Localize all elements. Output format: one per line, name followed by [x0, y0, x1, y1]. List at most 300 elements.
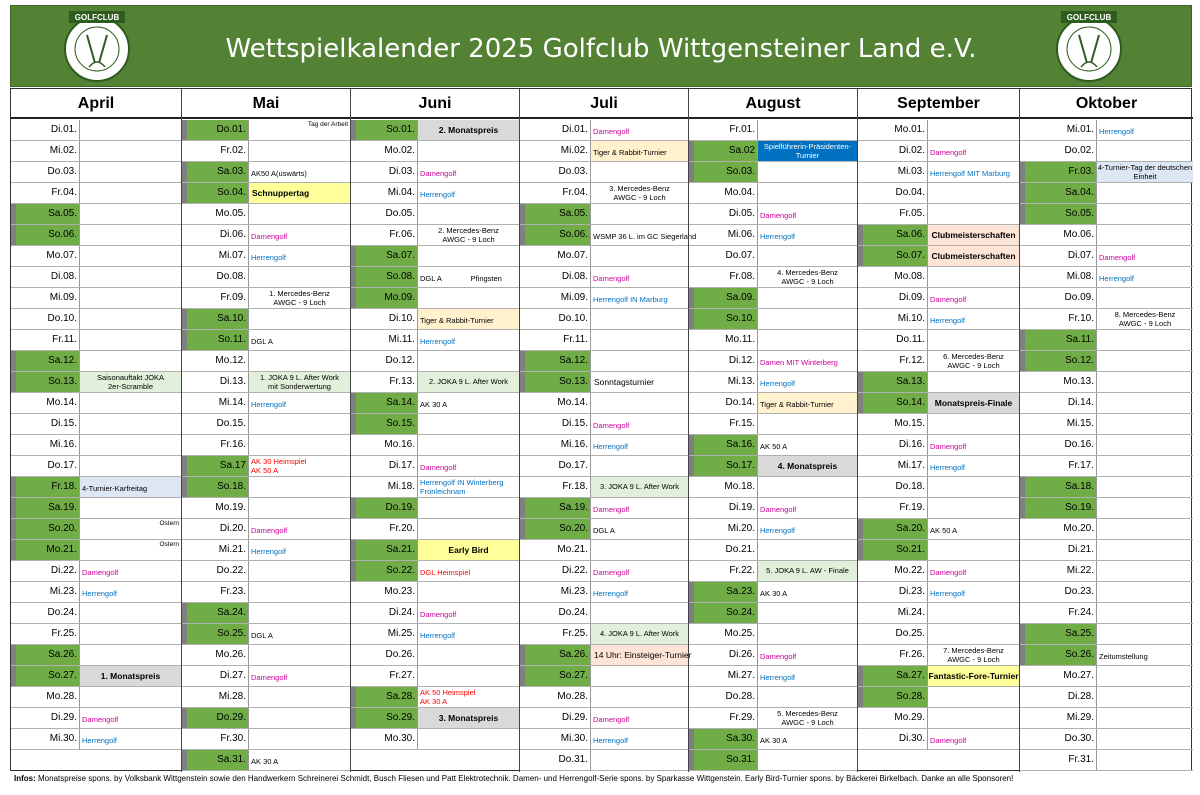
event-cell	[417, 519, 519, 539]
day-label: Do.12.	[385, 355, 415, 366]
event-cell	[79, 477, 181, 497]
day-label: Mi.17.	[897, 460, 925, 471]
event-cell	[1096, 246, 1193, 266]
event-label: DGL Heimspiel	[420, 568, 471, 577]
event-cell	[757, 561, 857, 581]
day-label: Sa.28.	[356, 687, 417, 707]
event-cell	[248, 519, 350, 539]
event-label: Ostern	[159, 520, 179, 527]
event-cell	[417, 645, 519, 665]
day-row	[182, 267, 350, 288]
event-cell	[590, 666, 688, 686]
day-label: Sa.21.	[356, 540, 417, 560]
day-label: Mi.16.	[49, 439, 77, 450]
day-label: Mi.24.	[897, 607, 925, 618]
day-label: Do.09.	[1064, 292, 1094, 303]
day-row	[520, 498, 688, 519]
day-label: So.06.	[16, 225, 79, 245]
event-cell	[1096, 456, 1193, 476]
event-cell	[248, 204, 350, 224]
day-row	[1020, 204, 1193, 225]
event-cell	[927, 687, 1019, 707]
event-label: Damengolf	[251, 232, 288, 241]
svg-text:GOLFCLUB: GOLFCLUB	[74, 13, 120, 22]
event-label: Damengolf	[930, 442, 967, 451]
day-row	[11, 687, 181, 708]
event-label: Tiger & Rabbit-Turnier	[760, 400, 834, 409]
event-label: Tiger & Rabbit-Turnier	[420, 316, 494, 325]
event-label: Herrengolf	[1099, 274, 1135, 283]
day-label: Di.13.	[219, 376, 246, 387]
day-label: Di.17.	[388, 460, 415, 471]
day-label: So.15.	[356, 414, 417, 434]
day-label: Mi.08.	[1066, 271, 1094, 282]
event-cell	[757, 309, 857, 329]
day-row	[182, 162, 350, 183]
event-label: Sonntagsturnier	[594, 377, 655, 387]
event-cell	[417, 351, 519, 371]
day-row	[351, 603, 519, 624]
day-row	[689, 183, 857, 204]
day-row	[182, 246, 350, 267]
event-cell	[417, 603, 519, 623]
day-row	[1020, 645, 1193, 666]
day-row	[1020, 309, 1193, 330]
event-cell	[590, 477, 688, 497]
day-label: Fr.11.	[52, 334, 77, 345]
day-label: Mi.09.	[49, 292, 77, 303]
event-cell	[590, 708, 688, 728]
event-cell	[927, 141, 1019, 161]
event-label: Damengolf	[593, 127, 630, 136]
day-label: Di.16.	[898, 439, 925, 450]
day-row	[1020, 414, 1193, 435]
event-label: Damengolf	[593, 421, 630, 430]
event-cell	[590, 141, 688, 161]
day-row	[351, 204, 519, 225]
event-cell	[927, 414, 1019, 434]
day-label: So.27.	[16, 666, 79, 686]
event-cell	[927, 603, 1019, 623]
day-row	[11, 603, 181, 624]
day-label: Mo.27.	[1063, 670, 1094, 681]
event-cell	[1096, 288, 1193, 308]
day-row	[520, 666, 688, 687]
event-label: Herrengolf	[760, 379, 796, 388]
day-label: Mi.30.	[560, 733, 588, 744]
day-label: Do.15.	[216, 418, 246, 429]
event-cell	[757, 477, 857, 497]
event-label: AK 50 Heimspiel AK 30 A	[420, 688, 476, 706]
event-cell	[417, 309, 519, 329]
event-cell	[417, 708, 519, 728]
event-cell	[590, 204, 688, 224]
day-label: Sa.04.	[1025, 183, 1096, 203]
event-cell	[417, 267, 519, 287]
day-label: Do.30.	[1064, 733, 1094, 744]
day-row	[182, 561, 350, 582]
event-cell	[757, 246, 857, 266]
day-label: So.20.	[525, 519, 590, 539]
day-label: So.31.	[694, 750, 757, 770]
event-cell	[590, 162, 688, 182]
day-row	[858, 708, 1019, 729]
day-row	[689, 666, 857, 687]
event-cell	[590, 624, 688, 644]
day-label: Fr.18.	[16, 477, 79, 497]
day-row	[351, 162, 519, 183]
day-label: Fr.25.	[51, 628, 77, 639]
month-header: April	[11, 89, 181, 119]
event-cell	[1096, 372, 1193, 392]
day-label: So.06.	[525, 225, 590, 245]
event-cell	[248, 288, 350, 308]
event-label: 8. Mercedes-Benz AWGC - 9 Loch	[1114, 310, 1176, 328]
event-cell	[1096, 645, 1193, 665]
month-column-juli	[519, 89, 697, 772]
event-label: Damengolf	[593, 715, 630, 724]
event-cell	[1096, 309, 1193, 329]
day-row	[858, 687, 1019, 708]
day-row	[858, 204, 1019, 225]
event-cell	[79, 645, 181, 665]
event-cell	[248, 750, 350, 770]
day-label: Fr.10.	[1068, 313, 1094, 324]
day-row	[689, 708, 857, 729]
day-row	[11, 708, 181, 729]
event-cell	[248, 141, 350, 161]
day-label: So.24.	[694, 603, 757, 623]
event-cell	[248, 435, 350, 455]
day-label: Mi.10.	[897, 313, 925, 324]
event-cell	[590, 246, 688, 266]
day-row	[858, 246, 1019, 267]
day-row	[858, 561, 1019, 582]
day-label: Mi.02.	[49, 145, 77, 156]
event-cell	[927, 309, 1019, 329]
event-cell	[79, 540, 181, 560]
event-cell	[248, 456, 350, 476]
day-row	[182, 435, 350, 456]
day-row	[351, 729, 519, 750]
day-row	[1020, 120, 1193, 141]
event-cell	[1096, 561, 1193, 581]
event-cell	[590, 603, 688, 623]
day-row	[11, 561, 181, 582]
month-header: Juni	[351, 89, 519, 119]
day-label: Mi.23.	[560, 586, 588, 597]
day-row	[351, 267, 519, 288]
event-label: DGL A	[251, 337, 273, 346]
day-row	[858, 729, 1019, 750]
event-cell	[79, 141, 181, 161]
day-label: Mo.20.	[1063, 523, 1094, 534]
event-label: Monatspreis-Finale	[934, 398, 1013, 408]
day-row	[520, 309, 688, 330]
day-row	[520, 204, 688, 225]
day-row	[689, 456, 857, 477]
event-cell	[927, 372, 1019, 392]
day-row	[351, 498, 519, 519]
day-label: Di.19.	[728, 502, 755, 513]
event-label: Tag der Arbeit	[307, 121, 348, 128]
event-cell	[757, 729, 857, 749]
day-label: So.21.	[863, 540, 927, 560]
event-cell	[417, 162, 519, 182]
event-cell	[1096, 708, 1193, 728]
day-row	[858, 309, 1019, 330]
day-label: Mi.27.	[727, 670, 755, 681]
event-cell	[1096, 519, 1193, 539]
day-label: Mi.07.	[218, 250, 246, 261]
event-cell	[417, 183, 519, 203]
day-label: Do.17.	[47, 460, 77, 471]
event-cell	[590, 687, 688, 707]
day-label: Mo.02.	[384, 145, 415, 156]
day-row	[689, 687, 857, 708]
day-label: Sa.31.	[187, 750, 248, 770]
day-label: Sa.06.	[863, 225, 927, 245]
day-label: Sa.20.	[863, 519, 927, 539]
day-row	[1020, 162, 1193, 183]
event-cell	[417, 729, 519, 749]
day-row	[351, 351, 519, 372]
day-label: So.03.	[694, 162, 757, 182]
event-cell	[1096, 687, 1193, 707]
day-row	[1020, 267, 1193, 288]
day-label: Do.07.	[725, 250, 755, 261]
event-cell	[79, 708, 181, 728]
event-label: Damengolf	[593, 274, 630, 283]
day-label: Mi.01.	[1066, 124, 1094, 135]
event-label: 3. Monatspreis	[438, 713, 499, 723]
day-row	[858, 645, 1019, 666]
event-cell	[248, 393, 350, 413]
day-row	[351, 372, 519, 393]
event-label: Fantastic-Fore-Turnier	[928, 671, 1019, 681]
day-label: Mo.01.	[894, 124, 925, 135]
day-label: Mo.16.	[384, 439, 415, 450]
day-label: Sa.19.	[525, 498, 590, 518]
day-row	[1020, 603, 1193, 624]
day-row	[520, 288, 688, 309]
day-label: Sa.07.	[356, 246, 417, 266]
day-row	[11, 225, 181, 246]
day-row	[689, 750, 857, 771]
day-row	[1020, 393, 1193, 414]
day-label: Mi.20.	[727, 523, 755, 534]
day-row	[11, 393, 181, 414]
event-cell	[757, 288, 857, 308]
event-label: 2. Monatspreis	[438, 125, 499, 135]
day-row	[689, 309, 857, 330]
event-label: AK 30 A	[420, 400, 448, 409]
event-cell	[927, 561, 1019, 581]
event-label: Schnuppertag	[252, 188, 310, 198]
day-label: Do.21.	[725, 544, 755, 555]
day-row	[182, 288, 350, 309]
day-row	[689, 435, 857, 456]
day-label: Di.30.	[898, 733, 925, 744]
day-label: So.19.	[1025, 498, 1096, 518]
day-label: Mi.18.	[387, 481, 415, 492]
event-label: Damengolf	[593, 505, 630, 514]
event-label: 6. Mercedes-Benz AWGC - 9 Loch	[943, 352, 1004, 370]
day-row	[182, 750, 350, 771]
event-label: Damengolf	[930, 295, 967, 304]
event-cell	[248, 603, 350, 623]
event-cell	[757, 603, 857, 623]
day-label: So.22.	[356, 561, 417, 581]
event-cell	[79, 288, 181, 308]
day-label: Di.23.	[898, 586, 925, 597]
day-row	[520, 414, 688, 435]
event-cell	[1096, 351, 1193, 371]
event-cell	[590, 183, 688, 203]
day-label: Mo.23.	[384, 586, 415, 597]
day-row	[11, 204, 181, 225]
day-row	[11, 645, 181, 666]
event-cell	[79, 162, 181, 182]
event-cell	[757, 645, 857, 665]
day-label: Di.22.	[50, 565, 77, 576]
event-cell	[927, 225, 1019, 245]
day-label: Sa.13.	[863, 372, 927, 392]
event-label: Damengolf	[930, 568, 967, 577]
day-label: Mi.09.	[560, 292, 588, 303]
day-label: Mo.25.	[724, 628, 755, 639]
day-label: Fr.22.	[729, 565, 755, 576]
day-label: So.08.	[356, 267, 417, 287]
day-label: Di.07.	[1067, 250, 1094, 261]
event-label: 2. JOKA 9 L. After Work	[428, 377, 509, 386]
day-row	[858, 351, 1019, 372]
day-row	[182, 330, 350, 351]
event-cell	[417, 246, 519, 266]
event-cell	[248, 414, 350, 434]
day-row	[1020, 519, 1193, 540]
day-row	[858, 330, 1019, 351]
event-label: 1. JOKA 9 L. After Work mit Sonderwertung	[259, 373, 340, 391]
event-cell	[1096, 603, 1193, 623]
event-cell	[757, 183, 857, 203]
day-label: Di.01.	[561, 124, 588, 135]
event-cell	[417, 204, 519, 224]
day-row	[520, 183, 688, 204]
day-label: Fr.06.	[389, 229, 415, 240]
day-label: Fr.30.	[220, 733, 246, 744]
day-label: Mo.15.	[894, 418, 925, 429]
event-label: Damen MIT Winterberg	[760, 358, 838, 367]
month-column-mai	[181, 89, 350, 772]
day-row	[520, 141, 688, 162]
day-label: Di.09.	[898, 292, 925, 303]
day-row	[689, 414, 857, 435]
month-header: September	[858, 89, 1019, 119]
day-label: Sa.16.	[694, 435, 757, 455]
day-row	[858, 456, 1019, 477]
day-row	[351, 561, 519, 582]
day-label: Mi.03.	[897, 166, 925, 177]
event-cell	[757, 225, 857, 245]
event-label: AK50 A(uswärts)	[251, 169, 307, 178]
event-label: Herrengolf	[930, 463, 966, 472]
day-row	[1020, 498, 1193, 519]
day-row	[858, 540, 1019, 561]
day-label: Do.05.	[385, 208, 415, 219]
event-cell	[590, 351, 688, 371]
day-row	[182, 183, 350, 204]
event-cell	[1096, 141, 1193, 161]
event-cell	[417, 372, 519, 392]
day-label: Mo.05.	[215, 208, 246, 219]
day-label: Fr.18.	[562, 481, 588, 492]
event-label: Spielführerin-Präsidenten- Turnier	[763, 142, 852, 160]
day-label: Di.29.	[561, 712, 588, 723]
event-cell	[248, 729, 350, 749]
day-row	[11, 309, 181, 330]
event-cell	[79, 687, 181, 707]
day-row	[689, 540, 857, 561]
day-row	[1020, 561, 1193, 582]
day-row	[351, 456, 519, 477]
event-cell	[927, 456, 1019, 476]
day-row	[520, 372, 688, 393]
event-cell	[927, 645, 1019, 665]
event-cell	[79, 561, 181, 581]
day-label: Mo.04.	[724, 187, 755, 198]
day-row	[11, 183, 181, 204]
day-label: So.13.	[525, 372, 590, 392]
day-label: Mo.30.	[384, 733, 415, 744]
event-cell	[417, 288, 519, 308]
day-label: Do.02.	[1064, 145, 1094, 156]
day-label: So.11.	[187, 330, 248, 350]
day-label: So.10.	[694, 309, 757, 329]
event-cell	[1096, 183, 1193, 203]
day-label: Sa.27.	[863, 666, 927, 686]
event-label: AK 30 Heimspiel AK 50 A	[251, 457, 307, 475]
month-column-september	[857, 89, 1019, 772]
event-cell	[757, 582, 857, 602]
day-label: Di.20.	[219, 523, 246, 534]
day-label: Do.08.	[216, 271, 246, 282]
event-label: Herrengolf	[82, 736, 118, 745]
event-cell	[1096, 393, 1193, 413]
day-row	[858, 225, 1019, 246]
event-label: Damengolf	[82, 568, 119, 577]
day-label: Fr.29.	[729, 712, 755, 723]
day-label: Di.02.	[898, 145, 925, 156]
event-label: Herrengolf IN Winterberg Fronleichnam	[420, 478, 504, 496]
day-label: Fr.08.	[729, 271, 755, 282]
event-label: 7. Mercedes-Benz AWGC - 9 Loch	[943, 646, 1004, 664]
day-label: Sa.23.	[694, 582, 757, 602]
day-label: Fr.19.	[899, 502, 925, 513]
day-row	[858, 288, 1019, 309]
day-label: Do.31.	[558, 754, 588, 765]
day-label: Do.10.	[558, 313, 588, 324]
event-label: 1. Monatspreis	[100, 671, 161, 681]
event-label: Herrengolf	[251, 400, 287, 409]
event-label: Damengolf	[760, 505, 797, 514]
day-label: Fr.24.	[1068, 607, 1094, 618]
day-label: Sa.12.	[525, 351, 590, 371]
event-cell	[248, 540, 350, 560]
day-row	[1020, 477, 1193, 498]
event-cell	[248, 120, 350, 140]
event-cell	[417, 540, 519, 560]
